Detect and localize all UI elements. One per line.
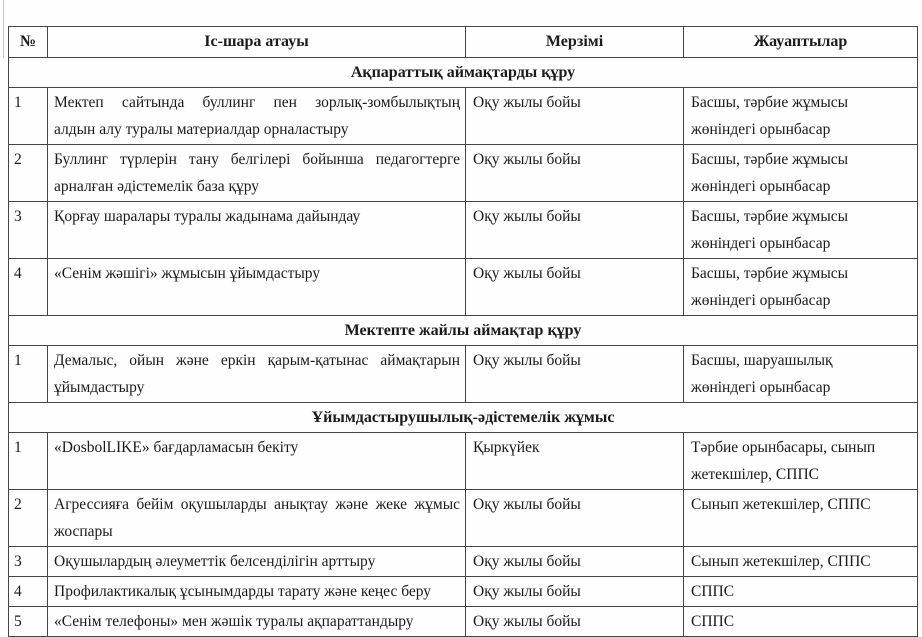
responsible-cell xyxy=(684,490,918,547)
col-header-responsible: Жауаптылар xyxy=(684,27,918,58)
term-cell xyxy=(466,433,684,490)
activity-text: Мектеп сайтында буллинг пен зорлық-зомбылықтың xyxy=(54,94,460,111)
activity-cell xyxy=(48,346,466,403)
col-header-term: Мерзімі xyxy=(466,27,684,58)
col-header-activity: Іс-шара атауы xyxy=(48,27,466,58)
responsible-text: Басшы, тәрбие жұмысы xyxy=(691,151,849,168)
row-number: 5 xyxy=(9,607,48,637)
row-number: 2 xyxy=(9,490,48,547)
responsible-cell xyxy=(684,577,918,607)
section-title: Ұйымдастырушылық-әдістемелік жұмыс xyxy=(9,403,918,433)
responsible-text: жөніндегі орынбасар xyxy=(691,292,831,309)
responsible-text: Сынып жетекшілер, СППС xyxy=(691,496,871,513)
responsible-cell xyxy=(684,547,918,577)
table-row xyxy=(9,433,918,490)
col-header-number: № xyxy=(9,27,48,58)
term-text: Оқу жылы бойы xyxy=(473,208,581,225)
term-cell xyxy=(466,346,684,403)
activity-text: «DosbolLIKE» бағдарламасын бекіту xyxy=(54,439,299,456)
term-text: Оқу жылы бойы xyxy=(473,352,581,369)
section-header-row xyxy=(9,58,918,88)
scan-edge-artifact xyxy=(3,0,4,58)
responsible-text: Басшы, тәрбие жұмысы xyxy=(691,94,849,111)
term-cell xyxy=(466,607,684,637)
responsible-text: Сынып жетекшілер, СППС xyxy=(691,553,871,570)
activity-cell xyxy=(48,88,466,145)
row-number: 4 xyxy=(9,259,48,316)
activity-text: ұйымдастыру xyxy=(54,379,145,396)
table-row xyxy=(9,88,918,145)
activity-text: арналған әдістемелік база құру xyxy=(54,178,260,195)
responsible-cell xyxy=(684,259,918,316)
table-row xyxy=(9,202,918,259)
table-row xyxy=(9,145,918,202)
term-cell xyxy=(466,259,684,316)
row-number: 3 xyxy=(9,547,48,577)
activity-cell xyxy=(48,607,466,637)
activity-text: Демалыс, ойын және еркін қарым-қатынас аймақтарын xyxy=(54,352,460,369)
responsible-cell xyxy=(684,607,918,637)
table-row xyxy=(9,490,918,547)
action-plan-table xyxy=(8,26,918,637)
table-header-row xyxy=(9,27,918,58)
activity-cell xyxy=(48,259,466,316)
responsible-text: жөніндегі орынбасар xyxy=(691,379,831,396)
activity-text: Оқушылардың әлеуметтік белсенділігін арттыру xyxy=(54,553,376,570)
term-cell xyxy=(466,577,684,607)
term-text: Оқу жылы бойы xyxy=(473,613,581,630)
activity-cell xyxy=(48,547,466,577)
responsible-cell xyxy=(684,202,918,259)
responsible-cell xyxy=(684,88,918,145)
table-row xyxy=(9,547,918,577)
responsible-text: Басшы, тәрбие жұмысы xyxy=(691,265,849,282)
term-text: Оқу жылы бойы xyxy=(473,583,581,600)
activity-cell xyxy=(48,577,466,607)
responsible-text: СППС xyxy=(691,583,735,600)
term-text: Оқу жылы бойы xyxy=(473,496,581,513)
activity-text: Буллинг түрлерін тану белгілері бойынша педагогтерге xyxy=(54,151,460,168)
section-header-row xyxy=(9,403,918,433)
row-number: 1 xyxy=(9,346,48,403)
responsible-cell xyxy=(684,433,918,490)
term-cell xyxy=(466,490,684,547)
term-text: Қыркүйек xyxy=(473,439,540,456)
activity-cell xyxy=(48,490,466,547)
term-cell xyxy=(466,202,684,259)
activity-text: жоспары xyxy=(54,523,113,540)
table-row xyxy=(9,259,918,316)
activity-text: «Сенім телефоны» мен жәшік туралы ақпараттандыру xyxy=(54,613,414,630)
responsible-text: Басшы, тәрбие жұмысы xyxy=(691,208,849,225)
row-number: 3 xyxy=(9,202,48,259)
responsible-text: жөніндегі орынбасар xyxy=(691,235,831,252)
row-number: 1 xyxy=(9,433,48,490)
activity-text: «Сенім жәшігі» жұмысын ұйымдастыру xyxy=(54,265,321,282)
activity-cell xyxy=(48,433,466,490)
term-text: Оқу жылы бойы xyxy=(473,151,581,168)
term-text: Оқу жылы бойы xyxy=(473,265,581,282)
section-title: Ақпараттық аймақтарды құру xyxy=(9,58,918,88)
table-row xyxy=(9,577,918,607)
activity-text: алдын алу туралы материалдар орналастыру xyxy=(54,121,349,138)
activity-cell xyxy=(48,202,466,259)
responsible-text: Басшы, шаруашылық xyxy=(691,352,833,369)
table-row xyxy=(9,607,918,637)
table-row xyxy=(9,346,918,403)
section-header-row xyxy=(9,316,918,346)
activity-cell xyxy=(48,145,466,202)
responsible-text: СППС xyxy=(691,613,735,630)
term-text: Оқу жылы бойы xyxy=(473,94,581,111)
row-number: 1 xyxy=(9,88,48,145)
activity-text: Қорғау шаралары туралы жадынама дайындау xyxy=(54,208,361,225)
responsible-text: жетекшілер, СППС xyxy=(691,466,819,483)
row-number: 4 xyxy=(9,577,48,607)
term-cell xyxy=(466,88,684,145)
term-text: Оқу жылы бойы xyxy=(473,553,581,570)
term-cell xyxy=(466,145,684,202)
responsible-text: жөніндегі орынбасар xyxy=(691,178,831,195)
responsible-text: Тәрбие орынбасары, сынып xyxy=(691,439,876,456)
section-title: Мектепте жайлы аймақтар құру xyxy=(9,316,918,346)
row-number: 2 xyxy=(9,145,48,202)
term-cell xyxy=(466,547,684,577)
activity-text: Профилактикалық ұсынымдарды тарату және кеңес беру xyxy=(54,583,432,600)
responsible-text: жөніндегі орынбасар xyxy=(691,121,831,138)
responsible-cell xyxy=(684,346,918,403)
responsible-cell xyxy=(684,145,918,202)
activity-text: Агрессияға бейім оқушыларды анықтау және жеке жұмыс xyxy=(54,496,460,513)
